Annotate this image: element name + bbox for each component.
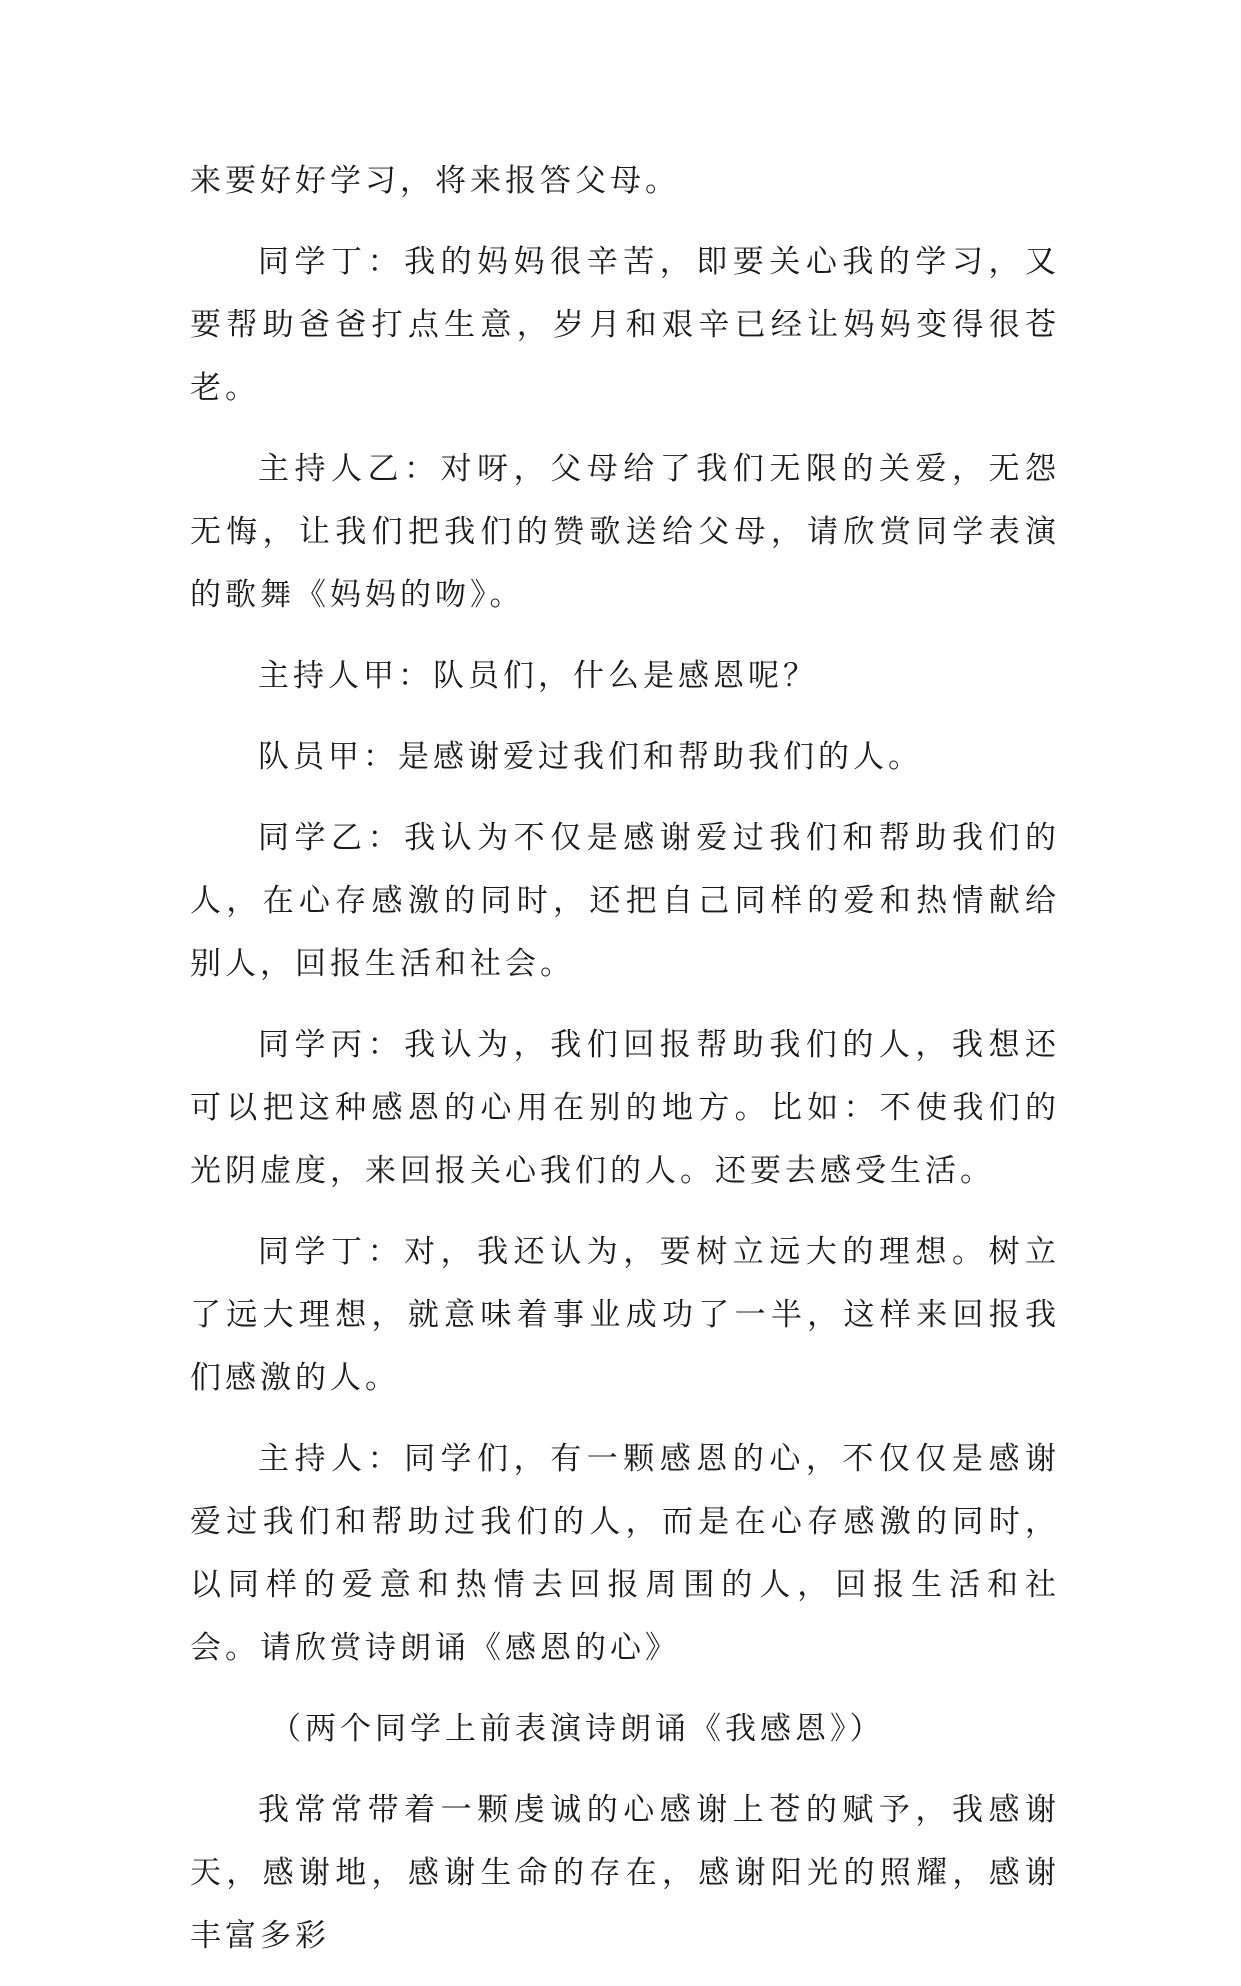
paragraph-9: 主持人：同学们，有一颗感恩的心，不仅仅是感谢爱过我们和帮助过我们的人，而是在心存感激的同时，以同样的爱意和热情去回报周围的人，回报生活和社会。请欣赏诗朗诵《感恩的心》 [190,1441,1060,1666]
paragraph-11: 我常常带着一颗虔诚的心感谢上苍的赋予，我感谢天，感谢地，感谢生命的存在，感谢阳光的照耀，感谢丰富多彩 [190,1792,1060,1954]
paragraph-4: 主持人甲：队员们，什么是感恩呢？ [258,658,818,694]
paragraph-5: 队员甲：是感谢爱过我们和帮助我们的人。 [258,739,923,775]
paragraph-8: 同学丁：对，我还认为，要树立远大的理想。树立了远大理想，就意味着事业成功了一半，这样来回报我们感激的人。 [190,1234,1060,1396]
document-body [190,150,1060,1986]
paragraph-1: 来要好好学习，将来报答父母。 [190,163,680,199]
stage-direction: （两个同学上前表演诗朗诵《我感恩》） [270,1711,885,1747]
paragraph-6: 同学乙：我认为不仅是感谢爱过我们和帮助我们的人，在心存感激的同时，还把自己同样的爱和热情献给别人，回报生活和社会。 [190,820,1060,982]
paragraph-7: 同学丙：我认为，我们回报帮助我们的人，我想还可以把这种感恩的心用在别的地方。比如：不使我们的光阴虚度，来回报关心我们的人。还要去感受生活。 [190,1027,1060,1189]
paragraph-3: 主持人乙：对呀，父母给了我们无限的关爱，无怨无悔，让我们把我们的赞歌送给父母，请欣赏同学表演的歌舞《妈妈的吻》。 [190,451,1060,613]
paragraph-2: 同学丁：我的妈妈很辛苦，即要关心我的学习，又要帮助爸爸打点生意，岁月和艰辛已经让妈妈变得很苍老。 [190,244,1060,406]
